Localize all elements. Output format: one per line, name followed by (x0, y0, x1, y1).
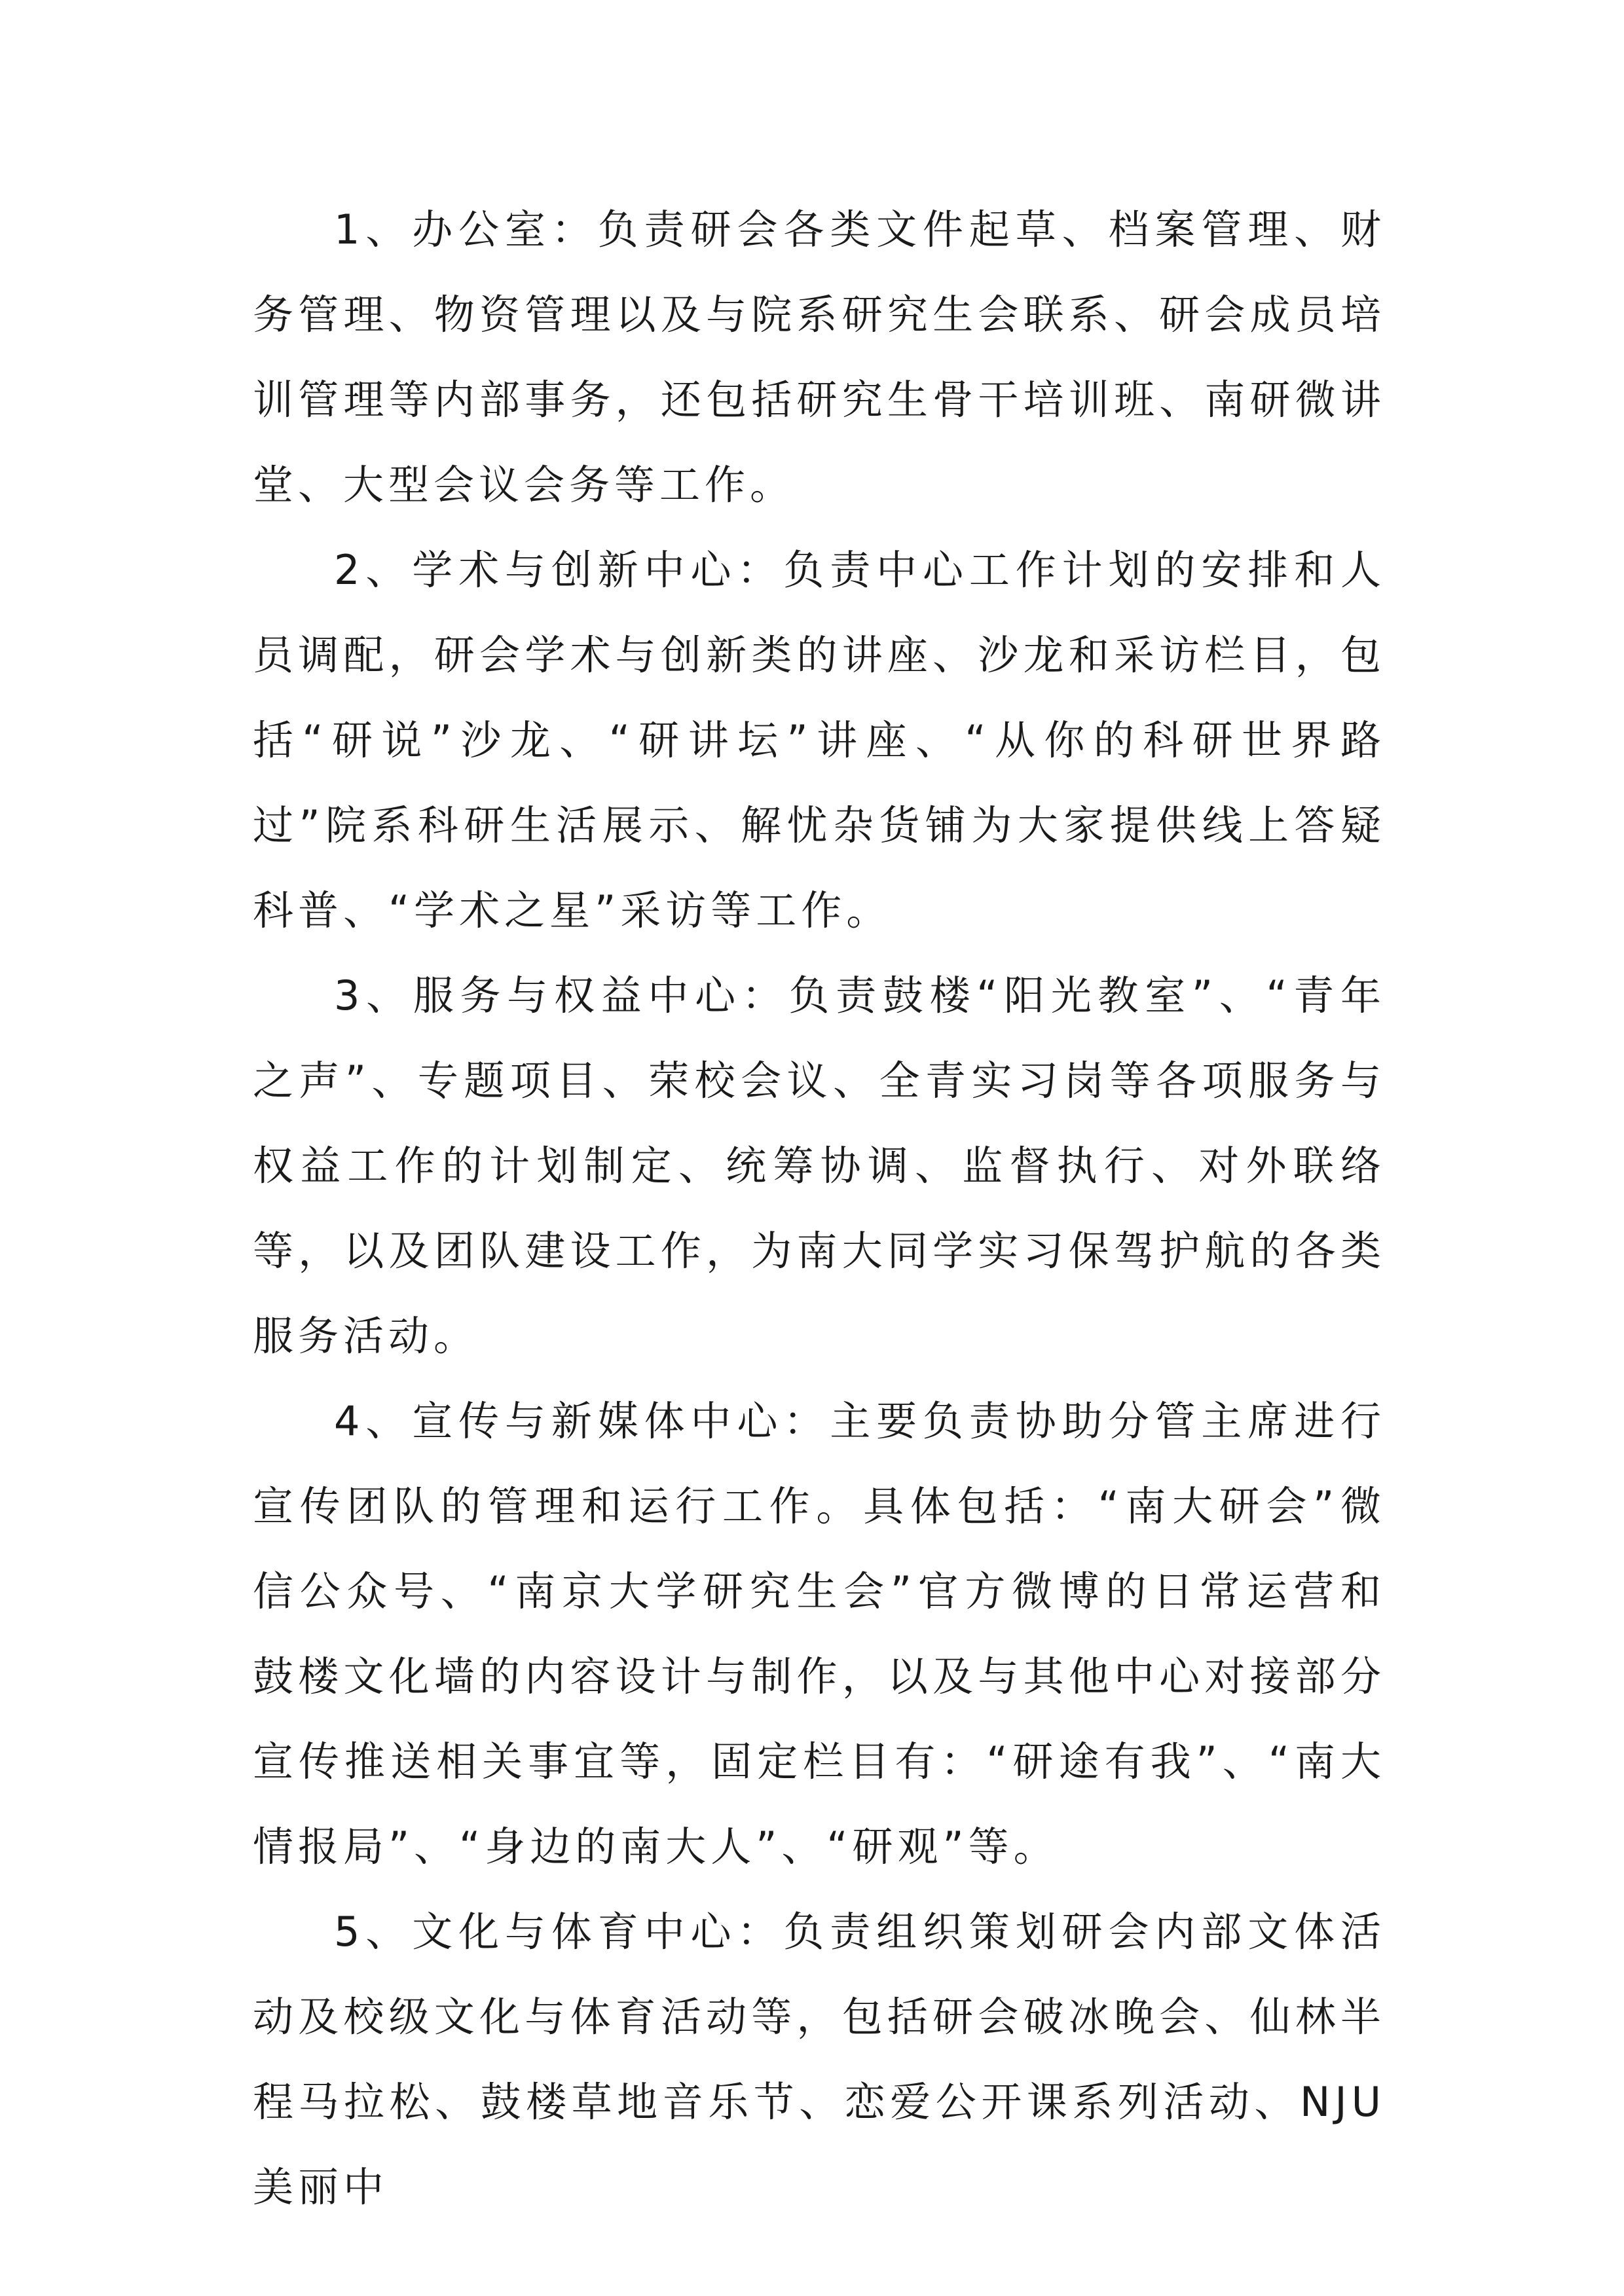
paragraph-text: 负责中心工作计划的安排和人员调配，研会学术与创新类的讲座、沙龙和采访栏目，包括“研说”沙龙、“研讲坛”讲座、“从你的科研世界路过”院系科研生活展示、解忧杂货铺为大家提供线上答疑科普、“学术之星”采访等工作。 (253, 546, 1386, 934)
paragraph-heading: 服务与权益中心 (413, 972, 742, 1019)
heading-separator: ： (737, 1908, 784, 1956)
paragraph-heading: 文化与体育中心 (412, 1908, 737, 1956)
paragraph-number: 4、 (334, 1397, 413, 1445)
paragraph-office (253, 187, 1386, 528)
heading-separator: ： (551, 206, 598, 253)
paragraph-text: 主要负责协助分管主席进行宣传团队的管理和运行工作。具体包括：“南大研会”微信公众号、“南京大学研究生会”官方微博的日常运营和鼓楼文化墙的内容设计与制作，以及与其他中心对接部分宣传推送相关事宜等，固定栏目有：“研途有我”、“南大情报局”、“身边的南大人”、“研观”等。 (253, 1397, 1386, 1870)
paragraph-text: 负责鼓楼“阳光教室”、“青年之声”、专题项目、荣校会议、全青实习岗等各项服务与权益工作的计划制定、统筹协调、监督执行、对外联络等，以及团队建设工作，为南大同学实习保驾护航的各类服务活动。 (253, 972, 1386, 1360)
paragraph-heading: 办公室 (412, 206, 551, 253)
heading-separator: ： (741, 972, 789, 1019)
paragraph-culture-sports (253, 1889, 1386, 2230)
paragraph-text: 负责研会各类文件起草、档案管理、财务管理、物资管理以及与院系研究生会联系、研会成员培训管理等内部事务，还包括研究生骨干培训班、南研微讲堂、大型会议会务等工作。 (253, 206, 1386, 509)
paragraph-number: 1、 (334, 206, 413, 253)
document-body (253, 187, 1386, 2230)
paragraph-number: 5、 (334, 1908, 413, 1956)
paragraph-service-rights (253, 953, 1386, 1379)
paragraph-academic-innovation (253, 528, 1386, 953)
heading-separator: ： (783, 1397, 830, 1445)
paragraph-publicity-media (253, 1379, 1386, 1889)
paragraph-number: 3、 (334, 972, 413, 1019)
paragraph-text: 负责组织策划研会内部文体活动及校级文化与体育活动等，包括研会破冰晚会、仙林半程马拉松、鼓楼草地音乐节、恋爱公开课系列活动、NJU 美丽中 (253, 1908, 1386, 2211)
heading-separator: ： (737, 546, 784, 594)
paragraph-heading: 宣传与新媒体中心 (412, 1397, 784, 1445)
paragraph-number: 2、 (334, 546, 413, 594)
paragraph-heading: 学术与创新中心 (412, 546, 737, 594)
